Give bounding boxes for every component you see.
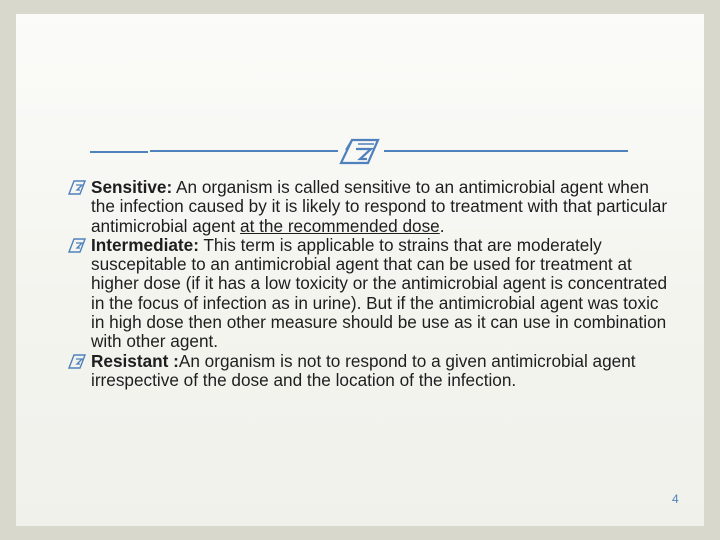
divider-line-left-short	[90, 151, 148, 153]
divider-line-right	[384, 150, 628, 152]
book-icon	[338, 136, 382, 166]
item-text: This term is applicable to strains that are moderately suscepitable to an antimicrobial agent that can be used for treatment at higher dose (if it has a low toxicity or the antimicrobial agent is concentrated in the focus of infection as in urine). But if the antimicrobial agent was toxic in high dose then other measure should be use as it can use in combination with other agent.	[91, 234, 668, 352]
book-icon	[68, 238, 86, 253]
term-label: Resistant :	[91, 350, 179, 371]
term-label: Sensitive:	[91, 177, 173, 197]
item-text-end: .	[439, 215, 445, 236]
item-underlined-text: at the recommended dose	[240, 215, 440, 236]
item-text: An organism is not to respond to a given antimicrobial agent irrespective of the dose and the location of the infection.	[91, 350, 636, 390]
list-item-sensitive	[68, 178, 668, 236]
book-icon	[68, 180, 86, 195]
page-number: 4	[672, 492, 679, 506]
term-label: Intermediate:	[91, 234, 199, 255]
bullet-list	[68, 178, 668, 390]
book-icon	[68, 354, 86, 369]
list-item-intermediate	[68, 236, 668, 352]
list-item-resistant	[68, 352, 668, 391]
divider-line-left	[150, 150, 338, 152]
item-text: An organism is called sensitive to an antimicrobial agent when the infection caused by it is likely to respond to treatment with that particular antimicrobial agent	[91, 177, 668, 236]
